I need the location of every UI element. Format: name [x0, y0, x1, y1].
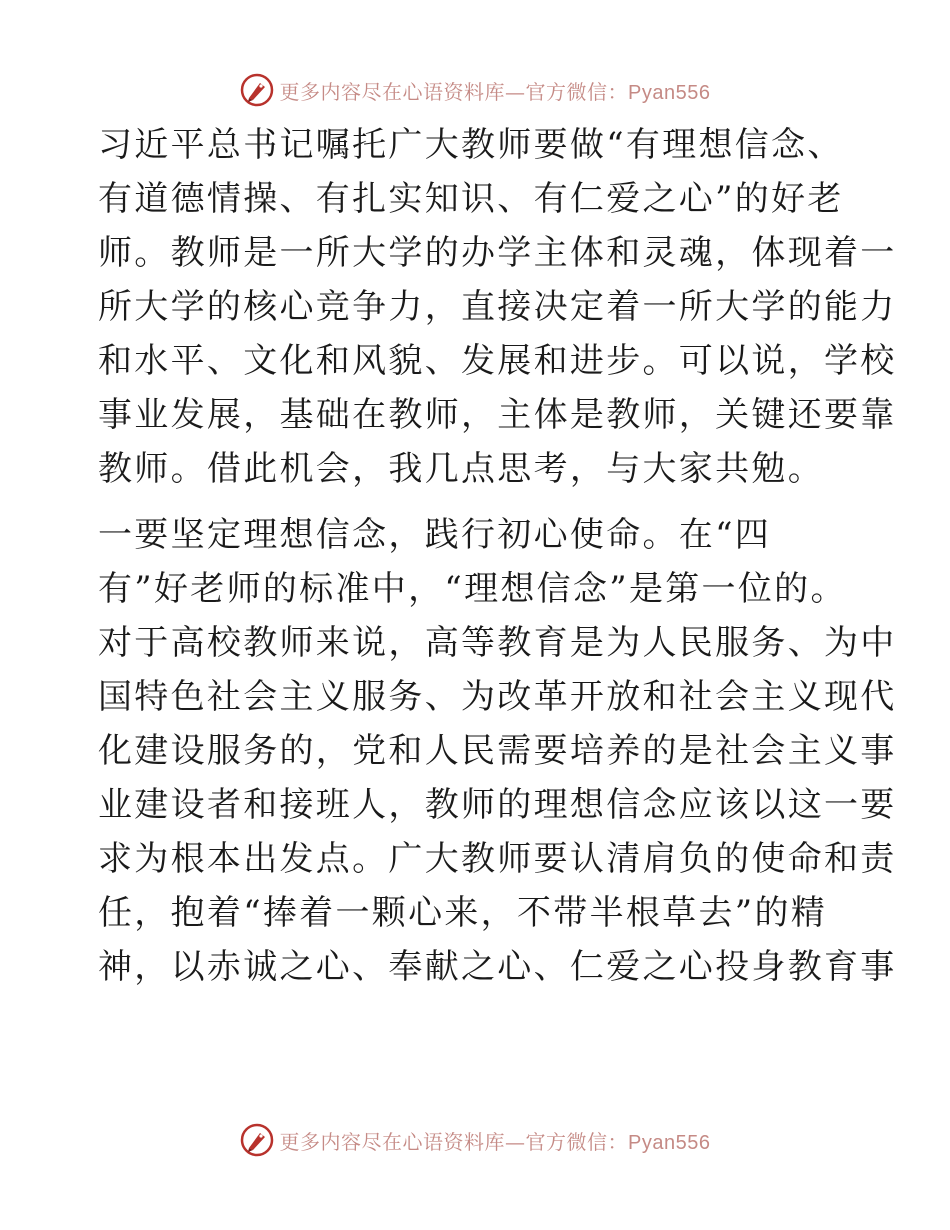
- header-wechat-id: Pyan556: [628, 81, 711, 104]
- header-banner: [0, 70, 950, 110]
- pen-nib-icon: [240, 1123, 274, 1157]
- text-line: 国特色社会主义服务、为改革开放和社会主义现代: [98, 677, 897, 717]
- footer-wechat-id: Pyan556: [628, 1131, 711, 1154]
- text-line: 有道德情操、有扎实知识、有仁爱之心”的好老: [98, 179, 844, 219]
- text-line: 所大学的核心竞争力，直接决定着一所大学的能力: [98, 287, 897, 327]
- text-line: 神，以赤诚之心、奉献之心、仁爱之心投身教育事: [98, 947, 897, 987]
- text-line: 事业发展，基础在教师，主体是教师，关键还要靠: [98, 395, 897, 435]
- text-line: 习近平总书记嘱托广大教师要做“有理想信念、: [98, 125, 844, 165]
- text-line: 求为根本出发点。广大教师要认清肩负的使命和责: [98, 839, 897, 879]
- text-line: 有”好老师的标准中，“理想信念”是第一位的。: [98, 569, 847, 609]
- footer-banner-text: 更多内容尽在心语资料库—官方微信：Pyan556: [279, 1129, 711, 1154]
- text-line: 教师。借此机会，我几点思考，与大家共勉。: [98, 449, 824, 489]
- paragraph-gap: [98, 496, 858, 508]
- header-banner-text: 更多内容尽在心语资料库—官方微信：Pyan556: [279, 79, 711, 104]
- text-line: 一要坚定理想信念，践行初心使命。在“四: [98, 515, 772, 555]
- text-line: 对于高校教师来说，高等教育是为人民服务、为中: [98, 623, 897, 663]
- text-line: 和水平、文化和风貌、发展和进步。可以说，学校: [98, 341, 897, 381]
- article-body: [98, 118, 897, 994]
- text-line: 师。教师是一所大学的办学主体和灵魂，体现着一: [98, 233, 897, 273]
- text-line: 任，抱着“捧着一颗心来，不带半根草去”的精: [98, 893, 828, 933]
- text-line: 业建设者和接班人，教师的理想信念应该以这一要: [98, 785, 897, 825]
- text-line: 化建设服务的，党和人民需要培养的是社会主义事: [98, 731, 897, 771]
- paragraph: [98, 118, 897, 496]
- footer-banner: [0, 1120, 950, 1160]
- pen-nib-icon: [240, 73, 274, 107]
- paragraph: [98, 508, 897, 994]
